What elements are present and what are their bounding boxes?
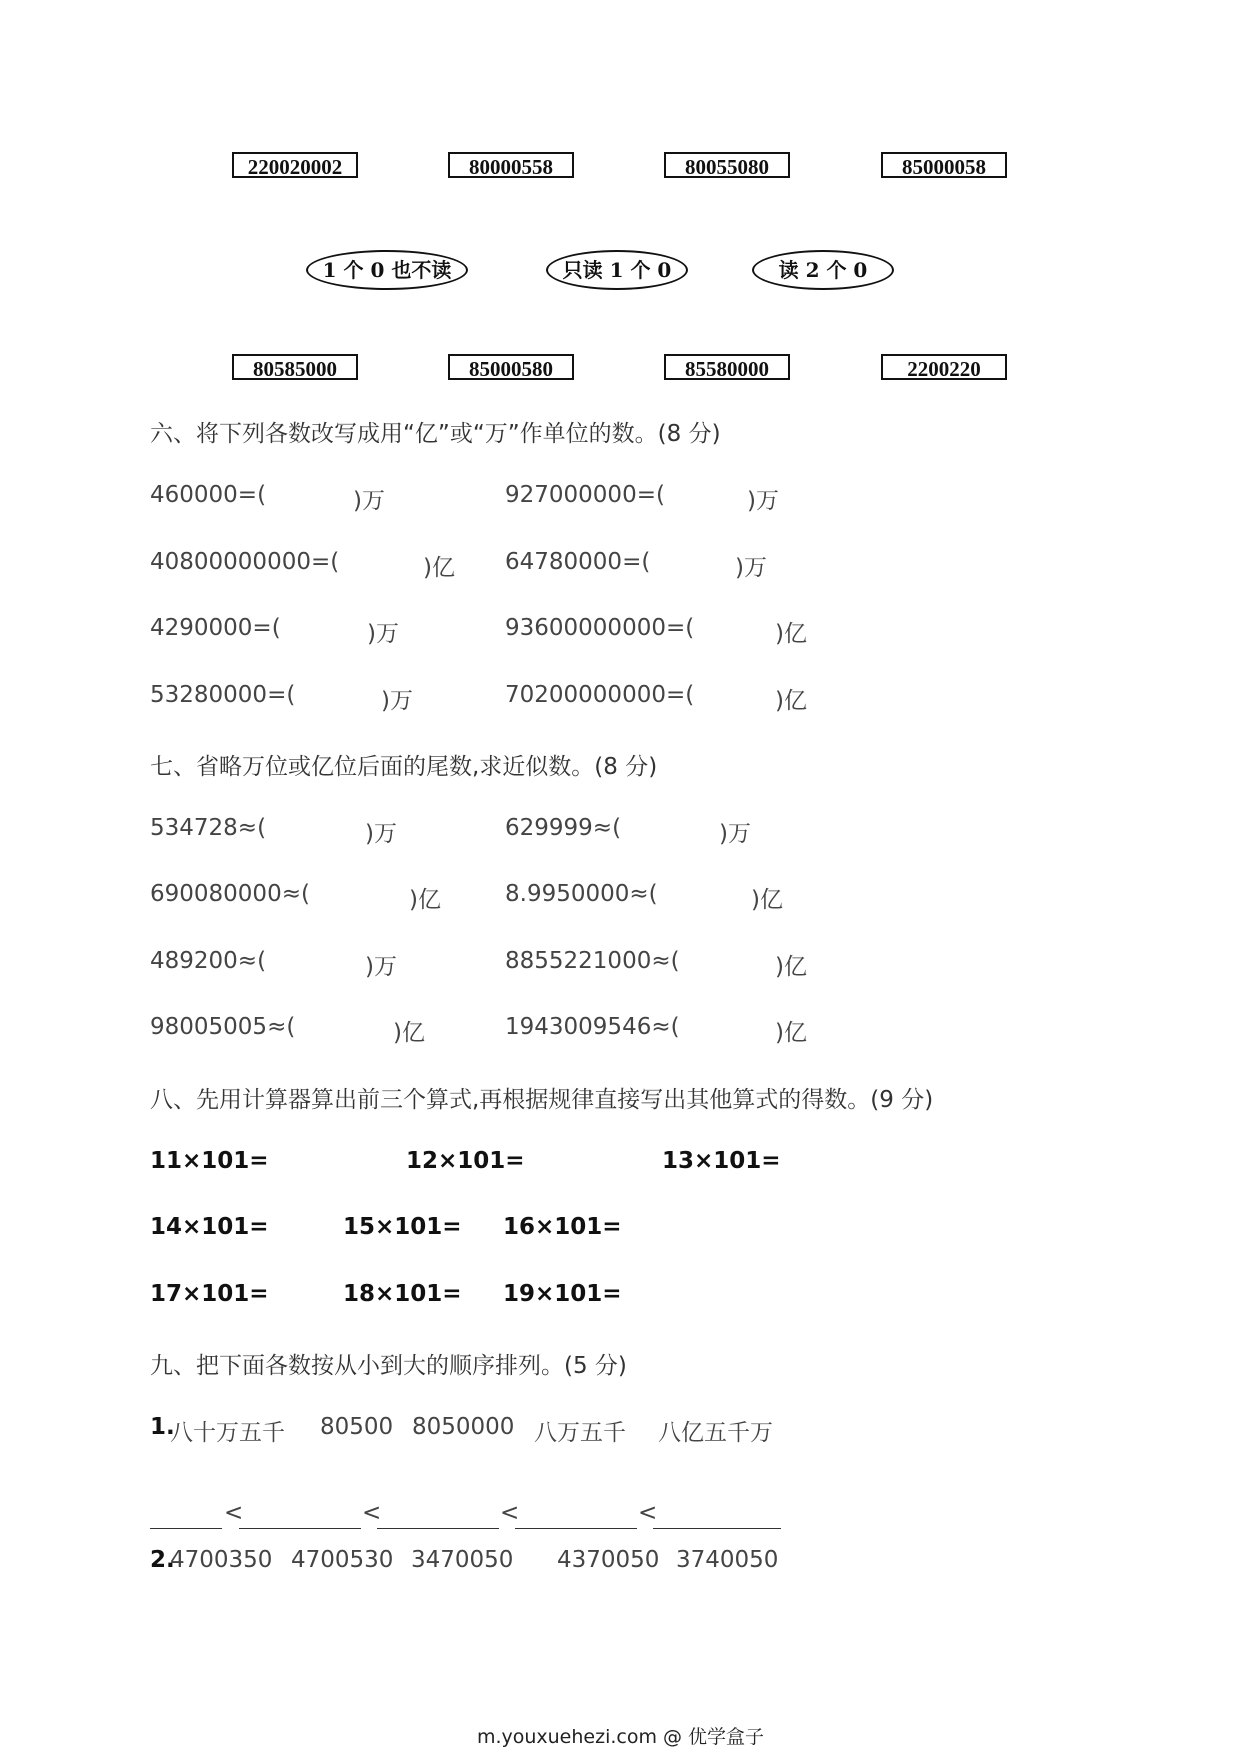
approx-unit: )亿 bbox=[393, 1020, 425, 1046]
approx-unit: )万 bbox=[365, 821, 397, 847]
sort-item: 4700530 bbox=[291, 1547, 394, 1573]
section-6-title: 六、将下列各数改写成用“亿”或“万”作单位的数。(8 分) bbox=[150, 421, 721, 447]
sort-item: 4370050 bbox=[557, 1547, 660, 1573]
number-box: 80055080 bbox=[664, 152, 790, 178]
approx-expr: 1943009546≈( bbox=[505, 1014, 680, 1040]
convert-unit: )万 bbox=[353, 488, 385, 514]
convert-expr: 40800000000=( bbox=[150, 549, 340, 575]
approx-expr: 98005005≈( bbox=[150, 1014, 296, 1040]
less-than-sign: < bbox=[638, 1500, 658, 1526]
question-number: 1. bbox=[150, 1414, 175, 1440]
multiply-expr: 11×101= bbox=[150, 1148, 269, 1174]
section-7-title: 七、省略万位或亿位后面的尾数,求近似数。(8 分) bbox=[150, 754, 658, 780]
sort-item: 3740050 bbox=[676, 1547, 779, 1573]
convert-unit: )万 bbox=[747, 488, 779, 514]
less-than-sign: < bbox=[362, 1500, 382, 1526]
question-number: 2. bbox=[150, 1547, 175, 1573]
sort-item: 八万五千 bbox=[534, 1420, 626, 1446]
approx-expr: 534728≈( bbox=[150, 815, 267, 841]
convert-unit: )万 bbox=[381, 688, 413, 714]
sort-item: 80500 bbox=[320, 1414, 394, 1440]
number-box: 85580000 bbox=[664, 354, 790, 380]
less-than-sign: < bbox=[224, 1500, 244, 1526]
convert-expr: 460000=( bbox=[150, 482, 267, 508]
footer-watermark: m.youxuehezi.com @ 优学盒子 bbox=[476, 1726, 765, 1748]
sort-item: 8050000 bbox=[412, 1414, 515, 1440]
number-box: 85000580 bbox=[448, 354, 574, 380]
less-than-sign: < bbox=[500, 1500, 520, 1526]
answer-blank[interactable] bbox=[239, 1528, 361, 1529]
answer-blank[interactable] bbox=[150, 1528, 222, 1529]
convert-expr: 70200000000=( bbox=[505, 682, 695, 708]
approx-expr: 489200≈( bbox=[150, 948, 267, 974]
sort-item: 八十万五千 bbox=[170, 1420, 285, 1446]
convert-expr: 4290000=( bbox=[150, 615, 281, 641]
number-box: 80000558 bbox=[448, 152, 574, 178]
convert-expr: 53280000=( bbox=[150, 682, 296, 708]
approx-unit: )亿 bbox=[409, 887, 441, 913]
number-box: 220020002 bbox=[232, 152, 358, 178]
number-box: 85000058 bbox=[881, 152, 1007, 178]
convert-unit: )亿 bbox=[775, 688, 807, 714]
multiply-expr: 14×101= bbox=[150, 1214, 269, 1240]
sort-item: 4700350 bbox=[170, 1547, 273, 1573]
approx-unit: )万 bbox=[719, 821, 751, 847]
approx-unit: )万 bbox=[365, 954, 397, 980]
convert-unit: )万 bbox=[367, 621, 399, 647]
convert-unit: )万 bbox=[735, 555, 767, 581]
approx-expr: 690080000≈( bbox=[150, 881, 310, 907]
convert-expr: 64780000=( bbox=[505, 549, 651, 575]
approx-expr: 8.9950000≈( bbox=[505, 881, 658, 907]
approx-expr: 629999≈( bbox=[505, 815, 622, 841]
multiply-expr: 13×101= bbox=[662, 1148, 781, 1174]
category-oval: 读 2 个 0 bbox=[752, 250, 894, 290]
convert-expr: 93600000000=( bbox=[505, 615, 695, 641]
multiply-expr: 17×101= bbox=[150, 1281, 269, 1307]
approx-unit: )亿 bbox=[751, 887, 783, 913]
multiply-expr: 19×101= bbox=[503, 1281, 622, 1307]
category-oval: 1 个 0 也不读 bbox=[306, 250, 468, 290]
section-8-title: 八、先用计算器算出前三个算式,再根据规律直接写出其他算式的得数。(9 分) bbox=[150, 1087, 934, 1113]
answer-blank[interactable] bbox=[653, 1528, 781, 1529]
section-9-title: 九、把下面各数按从小到大的顺序排列。(5 分) bbox=[150, 1353, 627, 1379]
multiply-expr: 12×101= bbox=[406, 1148, 525, 1174]
answer-blank[interactable] bbox=[377, 1528, 499, 1529]
answer-blank[interactable] bbox=[515, 1528, 637, 1529]
category-oval: 只读 1 个 0 bbox=[546, 250, 688, 290]
approx-expr: 8855221000≈( bbox=[505, 948, 680, 974]
multiply-expr: 18×101= bbox=[343, 1281, 462, 1307]
sort-item: 3470050 bbox=[411, 1547, 514, 1573]
convert-expr: 927000000=( bbox=[505, 482, 665, 508]
convert-unit: )亿 bbox=[775, 621, 807, 647]
approx-unit: )亿 bbox=[775, 1020, 807, 1046]
sort-item: 八亿五千万 bbox=[658, 1420, 773, 1446]
number-box: 2200220 bbox=[881, 354, 1007, 380]
multiply-expr: 16×101= bbox=[503, 1214, 622, 1240]
multiply-expr: 15×101= bbox=[343, 1214, 462, 1240]
approx-unit: )亿 bbox=[775, 954, 807, 980]
number-box: 80585000 bbox=[232, 354, 358, 380]
convert-unit: )亿 bbox=[423, 555, 455, 581]
